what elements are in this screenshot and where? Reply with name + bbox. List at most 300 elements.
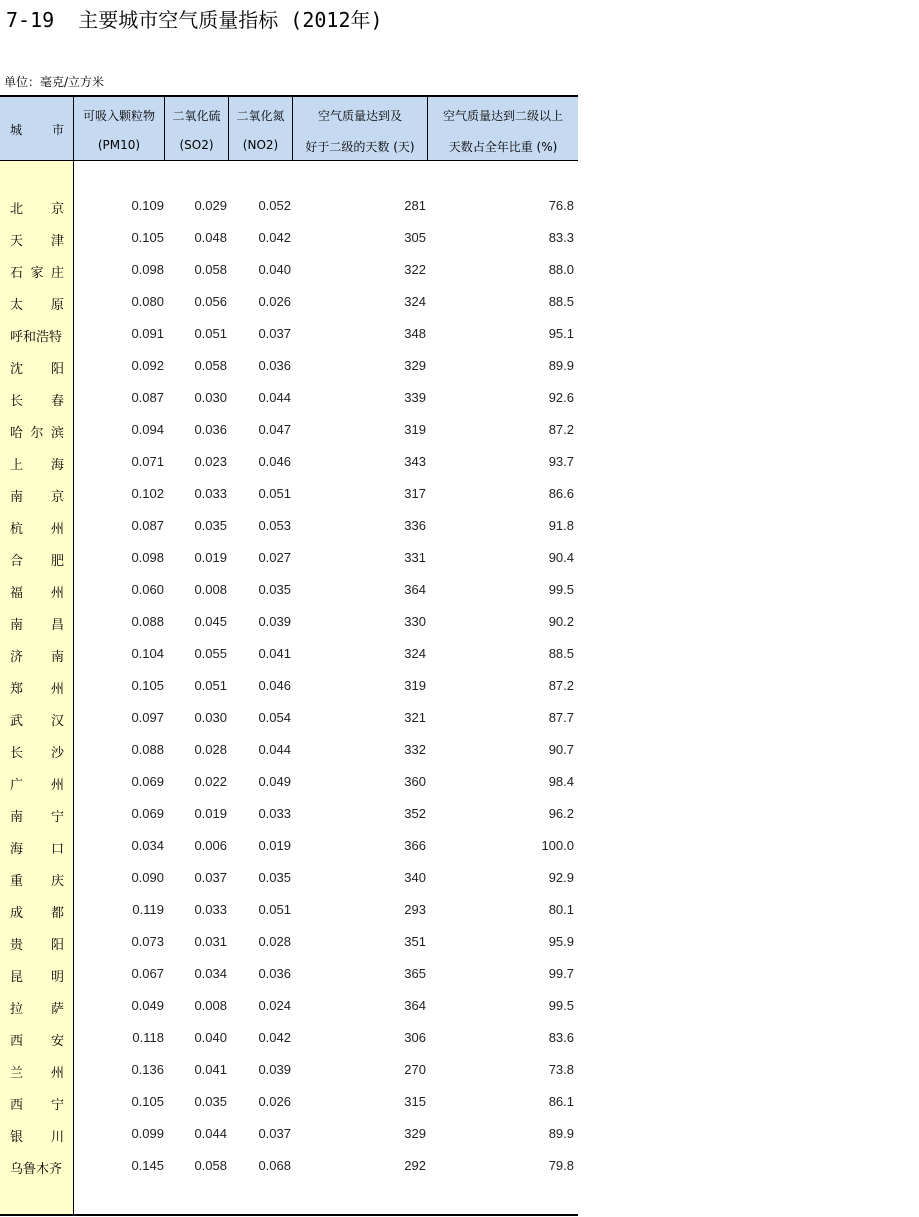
- days-cell: 329: [404, 1126, 426, 1141]
- no2-cell: 0.054: [258, 710, 291, 725]
- city-name: [10, 806, 64, 824]
- days-cell: 293: [404, 902, 426, 917]
- no2-cell: 0.024: [258, 998, 291, 1013]
- table-row: [0, 1056, 578, 1088]
- no2-cell: 0.036: [258, 966, 291, 981]
- days-cell: 336: [404, 518, 426, 533]
- pct-cell: 92.6: [548, 390, 574, 405]
- city-name-part: 长: [10, 746, 24, 761]
- pm10-cell: 0.087: [131, 390, 164, 405]
- days-cell: 360: [404, 774, 426, 789]
- pm10-cell: 0.092: [131, 358, 164, 373]
- so2-cell: 0.051: [194, 326, 227, 341]
- table-row: [0, 608, 578, 640]
- days-cell: 270: [404, 1062, 426, 1077]
- city-name-part: 州: [50, 522, 64, 537]
- city-name-part: 成: [10, 906, 24, 921]
- so2-cell: 0.055: [194, 646, 227, 661]
- city-name: [10, 550, 64, 568]
- no2-cell: 0.052: [258, 198, 291, 213]
- city-name-part: 石: [10, 266, 24, 281]
- pm10-cell: 0.097: [131, 710, 164, 725]
- pct-cell: 99.5: [548, 998, 574, 1013]
- no2-cell: 0.026: [258, 294, 291, 309]
- header-pct-line1: 空气质量达到二级以上: [442, 109, 563, 123]
- city-name-part: 长: [10, 394, 24, 409]
- table-row: [0, 288, 578, 320]
- pct-cell: 87.2: [548, 678, 574, 693]
- city-name-part: 重: [10, 874, 24, 889]
- days-cell: 364: [404, 998, 426, 1013]
- no2-cell: 0.033: [258, 806, 291, 821]
- no2-cell: 0.047: [258, 422, 291, 437]
- so2-cell: 0.031: [194, 934, 227, 949]
- pm10-cell: 0.119: [132, 902, 164, 917]
- city-name: [10, 710, 64, 728]
- pm10-cell: 0.145: [131, 1158, 164, 1173]
- city-name-part: 川: [50, 1130, 64, 1145]
- days-cell: 339: [404, 390, 426, 405]
- pm10-cell: 0.091: [131, 326, 164, 341]
- city-name: [10, 902, 64, 920]
- table-row: [0, 480, 578, 512]
- pm10-cell: 0.088: [131, 614, 164, 629]
- city-name-part: 肥: [50, 554, 64, 569]
- table-row: [0, 416, 578, 448]
- pm10-cell: 0.109: [131, 198, 164, 213]
- days-cell: 330: [404, 614, 426, 629]
- days-cell: 321: [404, 710, 426, 725]
- header-pct: [428, 97, 578, 161]
- so2-cell: 0.033: [194, 902, 227, 917]
- pct-cell: 100.0: [541, 838, 574, 853]
- header-so2-line2: (SO2): [179, 138, 214, 152]
- city-name-part: 萨: [50, 1002, 64, 1017]
- pm10-cell: 0.099: [131, 1126, 164, 1141]
- air-quality-table: [0, 95, 578, 1217]
- so2-cell: 0.022: [194, 774, 227, 789]
- no2-cell: 0.051: [258, 486, 291, 501]
- city-name: [10, 230, 64, 248]
- so2-cell: 0.023: [194, 454, 227, 469]
- no2-cell: 0.039: [258, 1062, 291, 1077]
- city-name-part: 北: [10, 202, 24, 217]
- city-name-part: 春: [50, 394, 64, 409]
- pm10-cell: 0.090: [131, 870, 164, 885]
- no2-cell: 0.035: [258, 582, 291, 597]
- days-cell: 305: [404, 230, 426, 245]
- pm10-cell: 0.069: [131, 806, 164, 821]
- table-row: [0, 768, 578, 800]
- pm10-cell: 0.060: [131, 582, 164, 597]
- city-name-part: 尔: [30, 426, 44, 441]
- city-name-part: 京: [50, 202, 64, 217]
- table-row: [0, 320, 578, 352]
- pm10-cell: 0.102: [131, 486, 164, 501]
- city-name: [10, 1158, 64, 1176]
- city-name-part: 京: [50, 490, 64, 505]
- pct-cell: 95.9: [548, 934, 574, 949]
- city-name: [10, 262, 64, 280]
- so2-cell: 0.048: [194, 230, 227, 245]
- so2-cell: 0.035: [194, 518, 227, 533]
- days-cell: 340: [404, 870, 426, 885]
- days-cell: 292: [404, 1158, 426, 1173]
- city-name: [10, 422, 64, 440]
- header-pct-line2: 天数占全年比重 (%): [448, 140, 558, 154]
- city-name: [10, 454, 64, 472]
- days-cell: 343: [404, 454, 426, 469]
- city-name-part: 州: [50, 682, 64, 697]
- no2-cell: 0.044: [258, 742, 291, 757]
- city-name-part: 太: [10, 298, 24, 313]
- so2-cell: 0.029: [194, 198, 227, 213]
- pct-cell: 83.3: [548, 230, 574, 245]
- table-row: [0, 832, 578, 864]
- city-name-part: 昆: [10, 970, 24, 985]
- pct-cell: 87.2: [548, 422, 574, 437]
- pct-cell: 89.9: [548, 1126, 574, 1141]
- city-name-part: 兰: [10, 1066, 24, 1081]
- days-cell: 315: [404, 1094, 426, 1109]
- city-name: [10, 838, 64, 856]
- no2-cell: 0.040: [258, 262, 291, 277]
- no2-cell: 0.041: [258, 646, 291, 661]
- city-name: [10, 1030, 64, 1048]
- city-name: [10, 1126, 64, 1144]
- pct-cell: 99.5: [548, 582, 574, 597]
- header-no2-line1: 二氧化氮: [236, 109, 285, 123]
- city-name-part: 庆: [50, 874, 64, 889]
- no2-cell: 0.046: [258, 454, 291, 469]
- pct-cell: 83.6: [548, 1030, 574, 1045]
- so2-cell: 0.040: [194, 1030, 227, 1045]
- so2-cell: 0.030: [194, 710, 227, 725]
- pct-cell: 80.1: [548, 902, 574, 917]
- so2-cell: 0.037: [194, 870, 227, 885]
- table-row: [0, 992, 578, 1024]
- table-row: [0, 1120, 578, 1152]
- city-name-part: 州: [50, 586, 64, 601]
- header-pm10-line2: (PM10): [97, 138, 141, 152]
- pct-cell: 90.7: [548, 742, 574, 757]
- city-name-part: 南: [50, 650, 64, 665]
- days-cell: 324: [404, 646, 426, 661]
- city-name-part: 武: [10, 714, 24, 729]
- table-row: [0, 672, 578, 704]
- table-row: [0, 1152, 578, 1184]
- city-name: [10, 358, 64, 376]
- city-name-part: 哈: [10, 426, 24, 441]
- page-title: 7-19 主要城市空气质量指标 (2012年): [6, 8, 383, 32]
- city-name: [10, 1094, 64, 1112]
- pct-cell: 92.9: [548, 870, 574, 885]
- header-days-line2: 好于二级的天数 (天): [305, 140, 415, 154]
- city-name: [10, 198, 64, 216]
- header-so2-line1: 二氧化硫: [172, 109, 221, 123]
- no2-cell: 0.042: [258, 230, 291, 245]
- table-row: [0, 1024, 578, 1056]
- days-cell: 351: [404, 934, 426, 949]
- no2-cell: 0.051: [258, 902, 291, 917]
- city-name: [10, 390, 64, 408]
- header-pm10-line1: 可吸入颗粒物: [82, 109, 155, 123]
- city-name-part: 贵: [10, 938, 24, 953]
- no2-cell: 0.042: [258, 1030, 291, 1045]
- pm10-cell: 0.105: [131, 230, 164, 245]
- city-name-part: 明: [50, 970, 64, 985]
- city-name-part: 呼和浩特: [10, 330, 63, 345]
- so2-cell: 0.045: [194, 614, 227, 629]
- city-name-part: 南: [10, 618, 24, 633]
- city-name-part: 昌: [50, 618, 64, 633]
- pm10-cell: 0.069: [131, 774, 164, 789]
- city-name-part: 庄: [50, 266, 64, 281]
- days-cell: 366: [404, 838, 426, 853]
- city-name-part: 福: [10, 586, 24, 601]
- city-name-part: 海: [50, 458, 64, 473]
- pm10-cell: 0.034: [131, 838, 164, 853]
- city-name-part: 上: [10, 458, 24, 473]
- city-name-part: 南: [10, 810, 24, 825]
- days-cell: 319: [404, 422, 426, 437]
- table-row: [0, 224, 578, 256]
- so2-cell: 0.034: [194, 966, 227, 981]
- pct-cell: 90.4: [548, 550, 574, 565]
- days-cell: 322: [404, 262, 426, 277]
- city-name-part: 都: [50, 906, 64, 921]
- pct-cell: 93.7: [548, 454, 574, 469]
- so2-cell: 0.058: [194, 262, 227, 277]
- city-name-part: 宁: [50, 810, 64, 825]
- city-name-part: 阳: [50, 938, 64, 953]
- city-name-part: 阳: [50, 362, 64, 377]
- table-row: [0, 736, 578, 768]
- pm10-cell: 0.118: [132, 1030, 164, 1045]
- pm10-cell: 0.136: [131, 1062, 164, 1077]
- pm10-cell: 0.087: [131, 518, 164, 533]
- days-cell: 332: [404, 742, 426, 757]
- no2-cell: 0.026: [258, 1094, 291, 1109]
- so2-cell: 0.058: [194, 358, 227, 373]
- days-cell: 306: [404, 1030, 426, 1045]
- city-name-part: 合: [10, 554, 24, 569]
- no2-cell: 0.036: [258, 358, 291, 373]
- table-row: [0, 864, 578, 896]
- city-name-part: 汉: [50, 714, 64, 729]
- city-name-part: 银: [10, 1130, 24, 1145]
- so2-cell: 0.056: [194, 294, 227, 309]
- pct-cell: 90.2: [548, 614, 574, 629]
- city-name: [10, 582, 64, 600]
- city-name: [10, 294, 64, 312]
- table-row: [0, 448, 578, 480]
- city-name-part: 广: [10, 778, 24, 793]
- header-so2: [165, 97, 228, 161]
- city-name-part: 口: [50, 842, 64, 857]
- city-name-part: 拉: [10, 1002, 24, 1017]
- table-row: [0, 576, 578, 608]
- so2-cell: 0.044: [194, 1126, 227, 1141]
- pm10-cell: 0.088: [131, 742, 164, 757]
- city-name: [10, 870, 64, 888]
- pm10-cell: 0.098: [131, 550, 164, 565]
- no2-cell: 0.044: [258, 390, 291, 405]
- city-name-part: 原: [50, 298, 64, 313]
- so2-cell: 0.019: [194, 806, 227, 821]
- city-name-part: 州: [50, 778, 64, 793]
- pm10-cell: 0.067: [131, 966, 164, 981]
- no2-cell: 0.019: [258, 838, 291, 853]
- no2-cell: 0.068: [258, 1158, 291, 1173]
- table-row: [0, 544, 578, 576]
- days-cell: 348: [404, 326, 426, 341]
- header-days: [293, 97, 427, 161]
- pm10-cell: 0.049: [131, 998, 164, 1013]
- so2-cell: 0.019: [194, 550, 227, 565]
- so2-cell: 0.006: [194, 838, 227, 853]
- table-row: [0, 704, 578, 736]
- no2-cell: 0.049: [258, 774, 291, 789]
- table-bottom-rule: [0, 1214, 578, 1216]
- city-name-part: 津: [50, 234, 64, 249]
- pct-cell: 88.5: [548, 646, 574, 661]
- pm10-cell: 0.094: [131, 422, 164, 437]
- city-name-part: 沈: [10, 362, 24, 377]
- table-row: [0, 896, 578, 928]
- header-no2-line2: (NO2): [242, 138, 279, 152]
- city-name: [10, 326, 64, 344]
- so2-cell: 0.008: [194, 582, 227, 597]
- days-cell: 364: [404, 582, 426, 597]
- pct-cell: 96.2: [548, 806, 574, 821]
- days-cell: 324: [404, 294, 426, 309]
- pct-cell: 73.8: [548, 1062, 574, 1077]
- no2-cell: 0.039: [258, 614, 291, 629]
- table-row: [0, 928, 578, 960]
- city-name-part: 郑: [10, 682, 24, 697]
- header-city-char: 城: [10, 123, 23, 137]
- header-city-char: 市: [52, 123, 65, 137]
- days-cell: 317: [404, 486, 426, 501]
- city-name: [10, 678, 64, 696]
- so2-cell: 0.033: [194, 486, 227, 501]
- city-name: [10, 774, 64, 792]
- header-pm10: [74, 97, 164, 161]
- pm10-cell: 0.105: [131, 1094, 164, 1109]
- city-name-part: 沙: [50, 746, 64, 761]
- days-cell: 281: [404, 198, 426, 213]
- unit-note: 单位：毫克/立方米: [4, 75, 105, 89]
- pct-cell: 86.1: [548, 1094, 574, 1109]
- city-name-part: 州: [50, 1066, 64, 1081]
- pct-cell: 99.7: [548, 966, 574, 981]
- city-name-part: 西: [10, 1098, 24, 1113]
- days-cell: 331: [404, 550, 426, 565]
- city-name-part: 西: [10, 1034, 24, 1049]
- city-name: [10, 742, 64, 760]
- no2-cell: 0.028: [258, 934, 291, 949]
- so2-cell: 0.036: [194, 422, 227, 437]
- table-row: [0, 960, 578, 992]
- city-name-part: 济: [10, 650, 24, 665]
- no2-cell: 0.053: [258, 518, 291, 533]
- city-name: [10, 934, 64, 952]
- no2-cell: 0.037: [258, 326, 291, 341]
- pct-cell: 86.6: [548, 486, 574, 501]
- table-row: [0, 640, 578, 672]
- pct-cell: 87.7: [548, 710, 574, 725]
- so2-cell: 0.058: [194, 1158, 227, 1173]
- pct-cell: 88.0: [548, 262, 574, 277]
- no2-cell: 0.027: [258, 550, 291, 565]
- pm10-cell: 0.073: [131, 934, 164, 949]
- no2-cell: 0.046: [258, 678, 291, 693]
- city-name: [10, 518, 64, 536]
- city-name-part: 天: [10, 234, 24, 249]
- city-name: [10, 966, 64, 984]
- days-cell: 329: [404, 358, 426, 373]
- table-row: [0, 352, 578, 384]
- pm10-cell: 0.105: [131, 678, 164, 693]
- city-name: [10, 646, 64, 664]
- table-row: [0, 800, 578, 832]
- city-name-part: 宁: [50, 1098, 64, 1113]
- city-name: [10, 998, 64, 1016]
- pct-cell: 76.8: [548, 198, 574, 213]
- city-name: [10, 486, 64, 504]
- days-cell: 352: [404, 806, 426, 821]
- so2-cell: 0.035: [194, 1094, 227, 1109]
- pct-cell: 98.4: [548, 774, 574, 789]
- pm10-cell: 0.080: [131, 294, 164, 309]
- pm10-cell: 0.071: [131, 454, 164, 469]
- so2-cell: 0.030: [194, 390, 227, 405]
- city-name: [10, 1062, 64, 1080]
- so2-cell: 0.008: [194, 998, 227, 1013]
- table-row: [0, 384, 578, 416]
- city-name-part: 家: [30, 266, 44, 281]
- header-days-line1: 空气质量达到及: [317, 109, 402, 123]
- city-name: [10, 614, 64, 632]
- pm10-cell: 0.098: [131, 262, 164, 277]
- so2-cell: 0.041: [194, 1062, 227, 1077]
- table-row: [0, 192, 578, 224]
- so2-cell: 0.028: [194, 742, 227, 757]
- city-name-part: 南: [10, 490, 24, 505]
- city-name-part: 滨: [50, 426, 64, 441]
- pct-cell: 91.8: [548, 518, 574, 533]
- table-row: [0, 256, 578, 288]
- pm10-cell: 0.104: [131, 646, 164, 661]
- so2-cell: 0.051: [194, 678, 227, 693]
- no2-cell: 0.035: [258, 870, 291, 885]
- days-cell: 365: [404, 966, 426, 981]
- pct-cell: 88.5: [548, 294, 574, 309]
- no2-cell: 0.037: [258, 1126, 291, 1141]
- pct-cell: 79.8: [548, 1158, 574, 1173]
- header-no2: [229, 97, 292, 161]
- city-name-part: 杭: [10, 522, 24, 537]
- city-name-part: 安: [50, 1034, 64, 1049]
- city-name-part: 乌鲁木齐: [10, 1162, 63, 1177]
- city-name-part: 海: [10, 842, 24, 857]
- table-row: [0, 1088, 578, 1120]
- pct-cell: 89.9: [548, 358, 574, 373]
- days-cell: 319: [404, 678, 426, 693]
- pct-cell: 95.1: [548, 326, 574, 341]
- table-row: [0, 512, 578, 544]
